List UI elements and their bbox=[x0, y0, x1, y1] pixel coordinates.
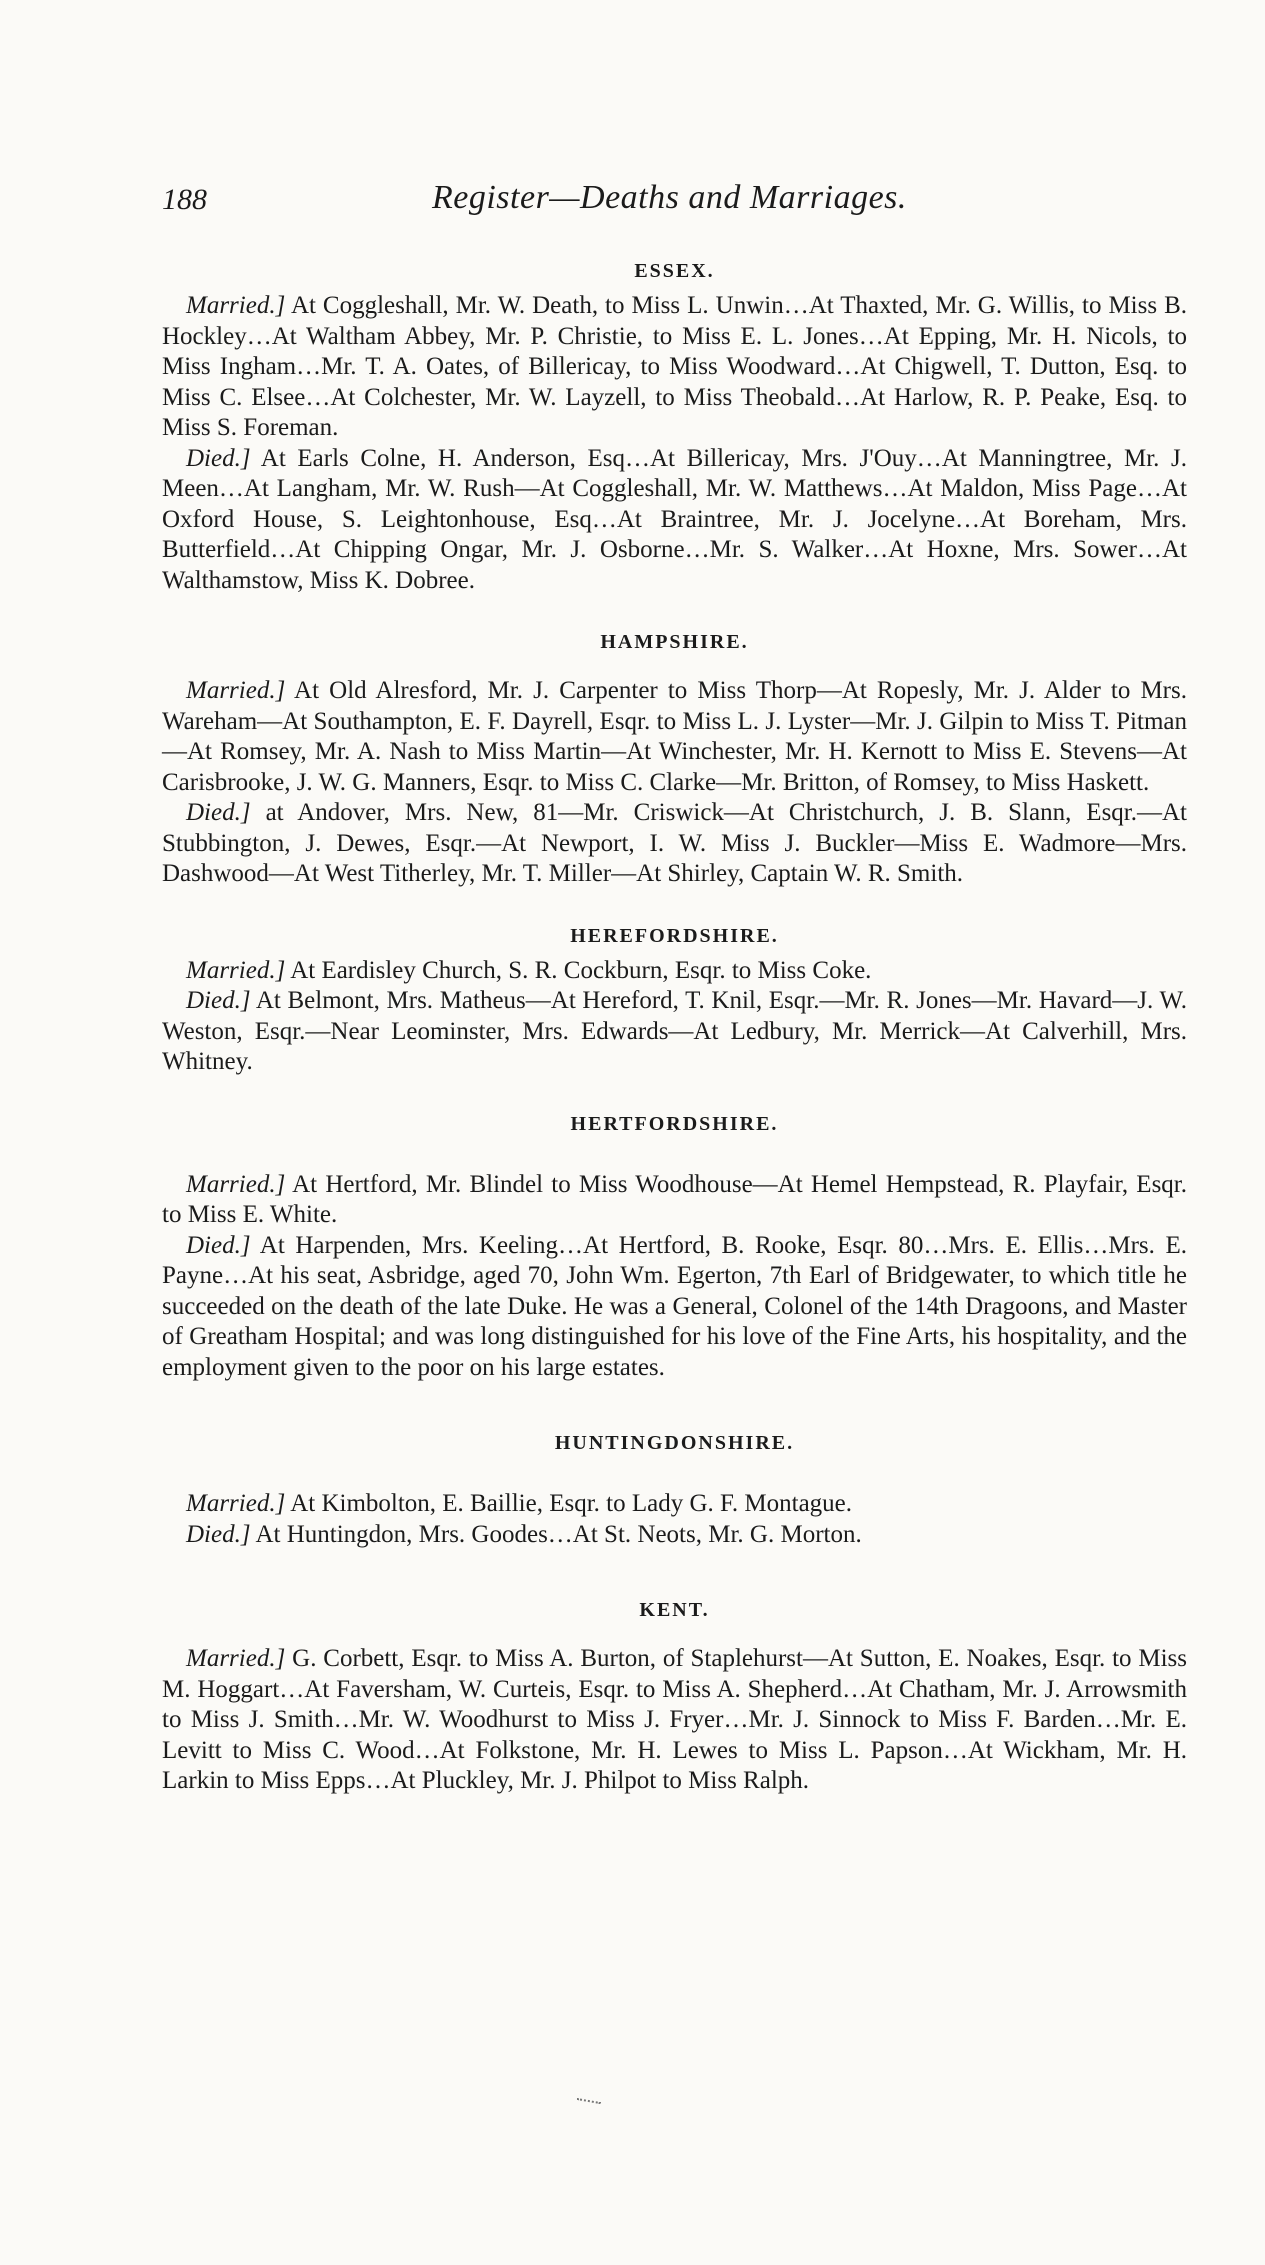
county-section-hertfordshire bbox=[162, 1104, 1187, 1384]
died-label: Died.] bbox=[186, 1231, 251, 1259]
married-label: Married.] bbox=[186, 1645, 286, 1672]
died-label: Died.] bbox=[186, 987, 251, 1014]
married-label: Married.] bbox=[186, 677, 286, 704]
county-section-hampshire bbox=[162, 622, 1187, 890]
married-text: At Hertford, Mr. Blindel to Miss Woodhouse—At Hemel Hempstead, R. Playfair, Esqr. to Miss E. White. bbox=[162, 1170, 1187, 1228]
married-entry bbox=[162, 676, 1187, 798]
died-entry bbox=[162, 444, 1187, 597]
married-text: G. Corbett, Esqr. to Miss A. Burton, of Staplehurst—At Sutton, E. Noakes, Esqr. to Miss M. Hoggart…At Faversham, W. Curteis, Esqr. to Miss A. Shepherd…At Chatham, Mr. J. Arrowsmith to Miss J. Smith…Mr. W. Woodhurst to Miss J. Fryer…Mr. J. Sinnock to Miss F. Barden…Mr. E. Levitt to Miss C. Wood…At Folkstone, Mr. H. Lewes to Miss L. Papson…At Wickham, Mr. H. Larkin to Miss Epps…At Pluckley, Mr. J. Philpot to Miss Ralph. bbox=[162, 1645, 1187, 1794]
married-entry bbox=[162, 1170, 1187, 1231]
register-page bbox=[162, 175, 1187, 1797]
ink-mark bbox=[575, 2098, 601, 2114]
died-label: Died.] bbox=[186, 1520, 251, 1548]
married-entry bbox=[162, 1489, 1187, 1520]
county-heading: HAMPSHIRE. bbox=[600, 631, 749, 653]
county-section-huntingdonshire bbox=[162, 1423, 1187, 1550]
married-text: At Old Alresford, Mr. J. Carpenter to Miss Thorp—At Ropesly, Mr. J. Alder to Mrs. Wareham—At Southampton, E. F. Dayrell, Esqr. to Miss L. J. Lyster—Mr. J. Gilpin to Miss T. Pitman—At Romsey, Mr. A. Nash to Miss Martin—At Winchester, Mr. H. Kernott to Miss E. Stevens—At Carisbrooke, J. W. G. Manners, Esqr. to Miss C. Clarke—Mr. Britton, of Romsey, to Miss Haskett. bbox=[162, 677, 1187, 796]
died-label: Died.] bbox=[186, 799, 251, 826]
married-text: At Eardisley Church, S. R. Cockburn, Esqr. to Miss Coke. bbox=[290, 956, 872, 984]
running-head bbox=[162, 175, 1187, 235]
died-text: At Huntingdon, Mrs. Goodes…At St. Neots, Mr. G. Morton. bbox=[255, 1520, 862, 1548]
county-heading: HERTFORDSHIRE. bbox=[570, 1112, 779, 1135]
died-text: at Andover, Mrs. New, 81—Mr. Criswick—At Christchurch, J. B. Slann, Esqr.—At Stubbington, J. Dewes, Esqr.—At Newport, I. W. Miss J. Buckler—Miss E. Wadmore—Mrs. Dashwood—At West Titherley, Mr. T. Miller—At Shirley, Captain W. R. Smith. bbox=[162, 799, 1187, 887]
county-section-herefordshire bbox=[162, 916, 1187, 1078]
died-text: At Earls Colne, H. Anderson, Esq…At Billericay, Mrs. J'Ouy…At Manningtree, Mr. J. Meen…At Langham, Mr. W. Rush—At Coggleshall, Mr. W. Matthews…At Maldon, Miss Page…At Oxford House, S. Leightonhouse, Esq…At Braintree, Mr. J. Jocelyne…At Boreham, Mrs. Butterfield…At Chipping Ongar, Mr. J. Osborne…Mr. S. Walker…At Hoxne, Mrs. Sower…At Walthamstow, Miss K. Dobree. bbox=[162, 444, 1187, 594]
married-entry bbox=[162, 291, 1187, 444]
county-section-essex bbox=[162, 251, 1187, 596]
married-text: At Kimbolton, E. Baillie, Esqr. to Lady G. F. Montague. bbox=[290, 1490, 853, 1517]
county-heading: KENT. bbox=[639, 1599, 710, 1621]
died-text: At Belmont, Mrs. Matheus—At Hereford, T. Knil, Esqr.—Mr. R. Jones—Mr. Havard—J. W. Weston, Esqr.—Near Leominster, Mrs. Edwards—At Ledbury, Mr. Merrick—At Calverhill, Mrs. Whitney. bbox=[162, 987, 1188, 1075]
married-entry bbox=[162, 1644, 1187, 1797]
married-label: Married.] bbox=[186, 1170, 286, 1198]
married-label: Married.] bbox=[186, 956, 286, 984]
died-entry bbox=[162, 986, 1187, 1078]
county-section-kent bbox=[162, 1590, 1187, 1797]
died-entry bbox=[162, 798, 1187, 890]
died-label: Died.] bbox=[186, 444, 251, 472]
died-entry bbox=[162, 1520, 1187, 1551]
died-text: At Harpenden, Mrs. Keeling…At Hertford, B. Rooke, Esqr. 80…Mrs. E. Ellis…Mrs. E. Payne…At his seat, Asbridge, aged 70, John Wm. Egerton, 7th Earl of Bridgewater, to which title he succeeded on the death of the late Duke. He was a General, Colonel of the 14th Dragoons, and Master of Greatham Hospital; and was long distinguished for his love of the Fine Arts, his hospitality, and the employment given to the poor on his large estates. bbox=[162, 1231, 1187, 1381]
married-label: Married.] bbox=[186, 292, 286, 319]
married-text: At Coggleshall, Mr. W. Death, to Miss L. Unwin…At Thaxted, Mr. G. Willis, to Miss B. Hockley…At Waltham Abbey, Mr. P. Christie, to Miss E. L. Jones…At Epping, Mr. H. Nicols, to Miss Ingham…Mr. T. A. Oates, of Billericay, to Miss Woodward…At Chigwell, T. Dutton, Esq. to Miss C. Elsee…At Colchester, Mr. W. Layzell, to Miss Theobald…At Harlow, R. P. Peake, Esq. to Miss S. Foreman. bbox=[162, 292, 1187, 441]
page-title: Register—Deaths and Marriages. bbox=[432, 179, 907, 216]
married-label: Married.] bbox=[186, 1490, 286, 1517]
county-heading: ESSEX. bbox=[634, 260, 715, 282]
died-entry bbox=[162, 1231, 1187, 1384]
page-number: 188 bbox=[162, 183, 207, 216]
married-entry bbox=[162, 956, 1187, 987]
county-heading: HEREFORDSHIRE. bbox=[570, 924, 779, 947]
county-heading: HUNTINGDONSHIRE. bbox=[554, 1432, 795, 1454]
